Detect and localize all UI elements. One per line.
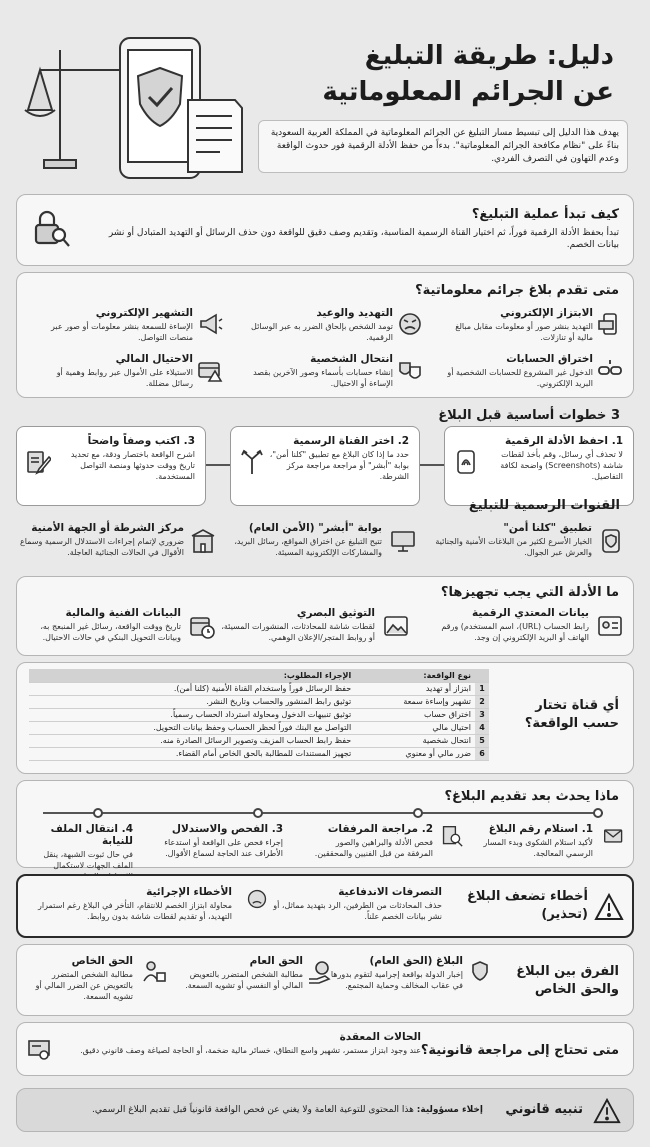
table-row: 1 ابتزاز أو تهديد حفظ الرسائل فوراً واستخدام القناة الأمنية (كلنا أمن).	[29, 682, 489, 695]
when-title: متى تقدم بلاغ جرائم معلوماتية؟	[415, 283, 619, 298]
channel-absher: بوابة "أبشر" (الأمن العام) تتيح التبليغ عن اختراق المواقع، رسائل البريد، والمشاركات الإلكترونية المسيئة.	[234, 522, 382, 557]
after-title: ماذا يحدث بعد تقديم البلاغ؟	[444, 789, 619, 804]
difference-title: الفرق بين البلاغ والحق الخاص	[516, 964, 619, 997]
channels-title: القنوات الرسمية للتبليغ	[468, 498, 620, 513]
megaphone-icon	[197, 311, 223, 337]
step-connector	[206, 464, 230, 466]
timeline-dot	[93, 808, 103, 818]
warning-triangle-icon	[593, 1097, 621, 1125]
step-connector	[420, 464, 444, 466]
hero	[0, 0, 650, 190]
when-item-defamation: التشهير الإلكتروني الإساءة للسمعة بنشر معلومات أو صور عبر منصات التواصل.	[51, 307, 193, 342]
when-item-fraud: الاحتيال المالي الاستيلاء على الأموال عبر روابط وهمية أو رسائل مضللة.	[56, 353, 193, 388]
person-money-icon	[141, 959, 167, 985]
difference-public-right: الحق العام مطالبة الشخص المتضرر بالتعويض المالي أو النفسي أو تشويه السمعة.	[185, 955, 303, 990]
angry-face-icon	[397, 311, 423, 337]
timeline-dot	[413, 808, 423, 818]
lock-magnifier-icon	[31, 209, 71, 249]
document-search-icon	[441, 825, 463, 847]
evidence-attacker-data: بيانات المعتدي الرقمية رابط الحساب (URL)، اسم المستخدم) ورقم الهاتف أو البريد الإلكتروني إن وجد.	[441, 607, 589, 642]
mistakes-title: أخطاء تضعف البلاغ (تحذير)	[467, 889, 588, 922]
masks-icon	[397, 357, 423, 383]
image-icon	[383, 613, 409, 639]
steps-title: 3 خطوات أساسية قبل البلاغ	[438, 408, 620, 423]
legal-complex-cases: الحالات المعقدة عند وجود ابتزاز مستمر، تشهير واسع النطاق، خسائر مالية ضخمة، أو الحاجة لصياغة وصف قانوني دقيق.	[80, 1031, 421, 1055]
which-card	[16, 662, 634, 774]
table-header-action: الإجراء المطلوب:	[29, 669, 355, 682]
difference-card	[16, 944, 634, 1016]
after-step-4: 4. انتقال الملف للنيابة في حال ثبوت الشبهة، ينقل الملف الجهات لاستكمال	[43, 823, 133, 870]
evidence-card	[16, 576, 634, 656]
notice-title: تنبيه قانوني	[505, 1102, 583, 1117]
step-2-box: 2. اختر القناة الرسمية حدد ما إذا كان البلاغ مع تطبيق "كلنا أمن"، بوابة "أبشر" أو مراجعة مراجعة مركز الشرطة.	[230, 426, 420, 506]
page-title: دليل: طريقة التبليغ عن الجرائم المعلوماتية	[322, 41, 614, 107]
shield-phone-icon	[598, 528, 624, 554]
coin-hand-icon	[307, 959, 333, 985]
step-1-box: 1. احفظ الأدلة الرقمية لا تحذف أي رسائل، وقم بأخذ لقطات شاشة (Screenshots) واضحة لكافة التفاصيل.	[444, 426, 634, 506]
when-item-threat: التهديد والوعيد تومد الشخص بإلحاق الضرر به عبر الوسائل الرقمية.	[251, 307, 393, 342]
legal-title: متى تحتاج إلى مراجعة قانونية؟	[420, 1043, 619, 1058]
user-profile-icon	[597, 613, 623, 639]
timeline-dot	[593, 808, 603, 818]
envelope-check-icon	[603, 825, 625, 847]
mistakes-card	[16, 874, 634, 938]
timeline-dot	[253, 808, 263, 818]
phone-shield-scale-illustration	[20, 20, 250, 180]
table-row: 3 اختراق حساب توثيق تنبيهات الدخول ومحاولة استرداد الحساب رسمياً.	[29, 708, 489, 721]
money-phone-icon	[597, 311, 623, 337]
mistake-impulsive: التصرفات الاندفاعية حذف المحادثات من الطرفين، الرد بتهديد مماثل، أو نشر بيانات الخصم علناً.	[273, 886, 442, 921]
card-warning-icon	[197, 357, 223, 383]
difference-report: البلاغ (الحق العام) إخبار الدولة بواقعة إجرامية لتقوم بدورها في عقاب المخالف وحماية المجتمع.	[330, 955, 463, 990]
when-card	[16, 272, 634, 398]
after-card	[16, 780, 634, 868]
after-step-2: 2. مراجعة المرفقات فحص الأدلة والبراهين والصور المرفقة من قبل الفنيين والمحققين.	[314, 823, 433, 858]
legal-card	[16, 1022, 634, 1076]
difference-private-right: الحق الخاص مطالبة الشخص المتضرر بالتعويض عن الضرر المالي أو تشويه السمعة.	[35, 955, 133, 1001]
form-pen-icon	[25, 449, 51, 475]
channel-table	[29, 669, 489, 761]
monitor-icon	[390, 528, 416, 554]
when-item-extortion: الابتزاز الإلكتروني التهديد بنشر صور أو معلومات مقابل مبالغ مالية أو تنازلات.	[455, 307, 593, 342]
warning-triangle-icon	[594, 892, 624, 922]
evidence-title: ما الأدلة التي يجب تجهيزها؟	[440, 585, 619, 600]
evidence-visual: التوثيق البصري لقطات شاشة للمحادثات، المنشورات المسيئة، أو روابط المتجر/الإعلان الوهمي.	[221, 607, 375, 642]
police-building-icon	[190, 528, 216, 554]
frown-face-icon	[246, 888, 268, 910]
when-item-impersonation: انتحال الشخصية إنشاء حسابات بأسماء وصور الآخرين بقصد الإساءة أو الاحتيال.	[253, 353, 393, 388]
step-3-box: 3. اكتب وصفاً واضحاً اشرح الواقعة باختصار ودقة، مع تحديد تاريخ ووقت حدوثها ومنصة التواصل المستخدمة.	[16, 426, 206, 506]
fingerprint-phone-icon	[453, 449, 479, 475]
certificate-icon	[27, 1037, 53, 1063]
table-row: 5 انتحال شخصية حفظ رابط الحساب المزيف وتصوير الرسائل الصادرة منه.	[29, 734, 489, 747]
timeline-line	[43, 812, 603, 814]
table-row: 4 احتيال مالي التواصل مع البنك فوراً لحظر الحساب وحفظ بيانات التحويل.	[29, 721, 489, 734]
table-row: 2 تشهير وإساءة سمعة توثيق رابط المنشور والحساب وتاريخ النشر.	[29, 695, 489, 708]
intro-text: يهدف هذا الدليل إلى تبسيط مسار التبليغ عن الجرائم المعلوماتية في المملكة العربية السعودية بناءً على "نظام مكافحة الجرائم المعلوماتية". بدءاً من حفظ الأدلة الرقمية فور حدوث الواقعة وعدم التهاون في التصرف الفردي.	[258, 120, 628, 173]
notice-text: إخلاء مسؤولية: هذا المحتوى للتوعية العامة ولا يغني عن فحص الواقعة قانونياً قبل تقديم البلاغ الرسمي.	[92, 1105, 483, 1115]
table-row: 6 ضرر مالي أو معنوي تجهيز المستندات للمطالبة بالحق الخاص أمام القضاء.	[29, 747, 489, 760]
mistake-procedural: الأخطاء الإجرائية محاولة ابتزاز الخصم للانتقام، التأخر في البلاغ رغم استمرار التهديد، أو تقديم لقطات شاشة بدون روابط.	[38, 886, 232, 921]
which-title: أي قناة تختار حسب الواقعة؟	[524, 698, 619, 731]
channels-section	[16, 496, 634, 572]
calendar-clock-icon	[189, 613, 215, 639]
after-step-1: 1. استلام رقم البلاغ لأكيد استلام الشكوى وبدء المسار الرسمي المعالجة.	[483, 823, 593, 858]
channel-police: مركز الشرطة أو الجهة الأمنية ضروري لإتمام إجراءات الاستدلال الرسمية وسماع الأقوال في الحالات الجنائية العاجلة.	[19, 522, 184, 557]
broken-link-icon	[597, 357, 623, 383]
when-item-hacking: اختراق الحسابات الدخول غير المشروع للحسابات الشخصية أو البريد الإلكتروني.	[447, 353, 593, 388]
table-header-type: نوع الواقعة:	[355, 669, 475, 682]
table-header-number	[475, 669, 489, 682]
shield-hands-icon	[467, 959, 493, 985]
signpost-icon	[239, 449, 265, 475]
evidence-technical: البيانات الفنية والمالية تاريخ ووقت الواقعة، رسائل غير المنبعج به، وبيانات التحويل البنكي في حالات الاحتيال.	[40, 607, 181, 642]
start-text: تبدأ بحفظ الأدلة الرقمية فوراً، ثم اختيار القناة الرسمية المناسبة، وتقديم وصف دقيق للواقعة دون حذف الرسائل أو التهديد المتبادل أو نشر بيانات الخصم.	[108, 228, 619, 250]
channel-kollona-amn: تطبيق "كلنا أمن" الخيار الأسرع لكثير من البلاغات الأمنية والجنائية والعرش عبر الجوال.	[435, 522, 592, 557]
start-card	[16, 194, 634, 266]
after-step-3: 3. الفحص والاستدلال إجراء فحص على الواقعة أو استدعاء الأطراف عند الحاجة لسماع الأقوال.	[164, 823, 283, 858]
start-title: كيف تبدأ عملية التبليغ؟	[471, 207, 619, 222]
notice-card	[16, 1088, 634, 1132]
